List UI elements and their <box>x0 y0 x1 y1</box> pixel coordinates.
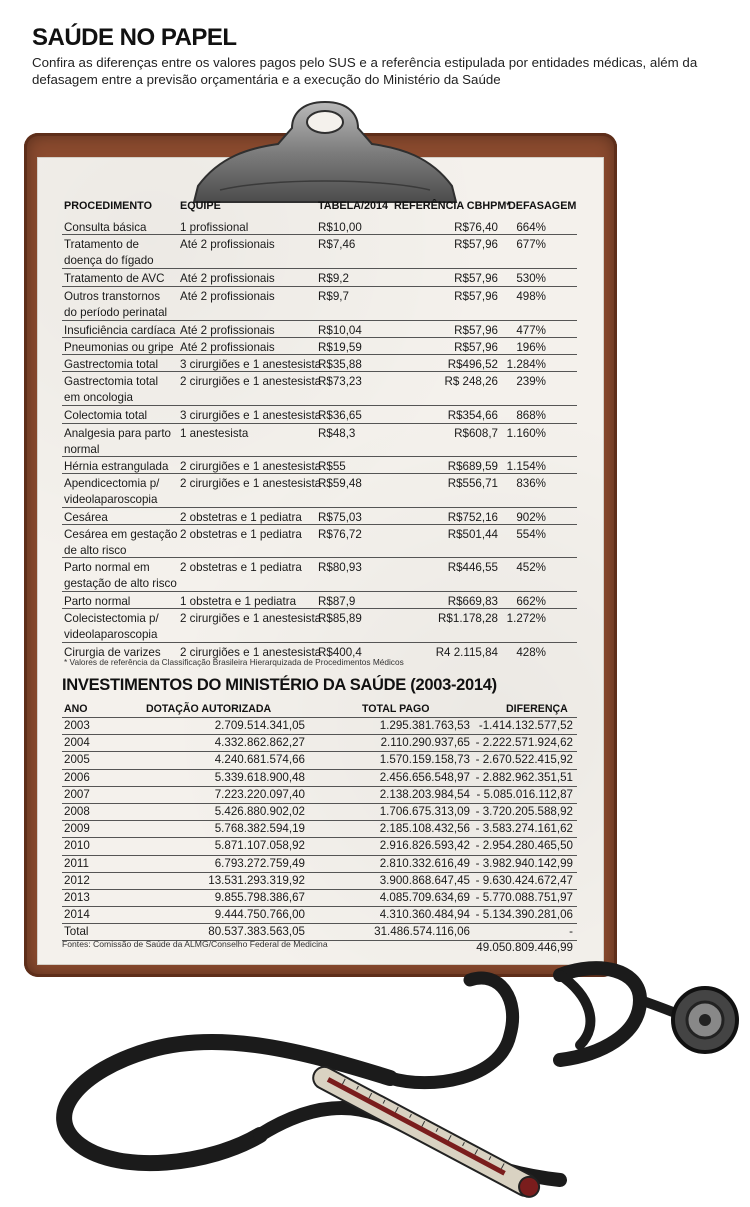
cell-referencia: R$446,55 <box>447 561 498 574</box>
cell-equipe: 2 cirurgiões e 1 anestesista <box>180 375 322 388</box>
cell-procedimento: Colecistectomia p/ videolaparoscopia <box>64 612 159 641</box>
cell-procedimento: Consulta básica <box>64 221 147 234</box>
cell-defasagem: 1.284% <box>506 358 546 371</box>
stethoscope-icon <box>0 940 750 1207</box>
cell-ano: 2008 <box>64 804 90 818</box>
cell-tabela: R$80,93 <box>318 561 362 574</box>
cell-procedimento: Insuficiência cardíaca <box>64 324 176 337</box>
clipboard-clip-icon <box>190 98 460 204</box>
cell-dotacao: 7.223.220.097,40 <box>214 787 305 801</box>
col-ano: ANO <box>64 703 88 715</box>
cell-dotacao: 9.444.750.766,00 <box>214 908 305 922</box>
cell-equipe: Até 2 profissionais <box>180 272 275 285</box>
cell-diferenca: - 5.770.088.751,97 <box>475 890 573 904</box>
cell-diferenca: - 9.630.424.672,47 <box>475 873 573 887</box>
cell-dotacao: 4.332.862.862,27 <box>214 736 305 750</box>
cell-referencia: R$57,96 <box>454 341 498 354</box>
cell-equipe: Até 2 profissionais <box>180 341 275 354</box>
table-row <box>62 338 577 355</box>
cell-ano: 2013 <box>64 890 90 904</box>
cell-ano: 2011 <box>64 856 89 870</box>
cell-equipe: 1 anestesista <box>180 427 249 440</box>
cell-defasagem: 1.272% <box>506 612 546 625</box>
cell-referencia: R$57,96 <box>454 324 498 337</box>
cell-dotacao: 9.855.798.386,67 <box>214 890 305 904</box>
cell-equipe: 3 cirurgiões e 1 anestesista <box>180 409 322 422</box>
cell-equipe: 2 obstetras e 1 pediatra <box>180 561 302 574</box>
cell-ano: 2010 <box>64 839 90 853</box>
table-row <box>62 769 577 786</box>
cell-ano: 2005 <box>64 753 90 767</box>
cell-defasagem: 662% <box>516 595 546 608</box>
cell-tabela: R$9,7 <box>318 290 349 303</box>
cell-tabela: R$85,89 <box>318 612 362 625</box>
cell-equipe: Até 2 profissionais <box>180 324 275 337</box>
cell-tabela: R$7,46 <box>318 238 356 251</box>
cell-ano: Total <box>64 925 89 939</box>
sources-note: Fontes: Comissão de Saúde da ALMG/Conselho Federal de Medicina <box>62 939 328 949</box>
cell-referencia: R$608,7 <box>454 427 498 440</box>
cell-procedimento: Outros transtornos do período perinatal <box>64 290 168 319</box>
col-defasagem: DEFASAGEM <box>508 200 577 212</box>
cell-diferenca: - 2.670.522.415,92 <box>475 753 573 767</box>
cell-procedimento: Cirurgia de varizes <box>64 646 161 659</box>
cell-tabela: R$59,48 <box>318 477 362 490</box>
cell-ano: 2003 <box>64 719 90 732</box>
cell-tabela: R$87,9 <box>318 595 356 608</box>
table-row <box>62 906 577 923</box>
cell-defasagem: 498% <box>516 290 546 303</box>
investments-header <box>62 703 577 717</box>
cell-referencia: R$669,83 <box>447 595 498 608</box>
cell-procedimento: Tratamento de AVC <box>64 272 165 285</box>
cell-equipe: 2 cirurgiões e 1 anestesista <box>180 612 322 625</box>
table-row <box>62 803 577 820</box>
table-row <box>62 558 577 592</box>
table-row <box>62 717 577 734</box>
cell-procedimento: Pneumonias ou gripe <box>64 341 174 354</box>
cell-referencia: R$57,96 <box>454 272 498 285</box>
col-equipe: EQUIPE <box>180 200 221 212</box>
cell-tabela: R$73,23 <box>318 375 362 388</box>
col-diferenca: DIFERENÇA <box>506 703 568 715</box>
cell-total-pago: 2.138.203.984,54 <box>379 787 470 801</box>
cell-defasagem: 452% <box>516 561 546 574</box>
table-row <box>62 609 577 643</box>
cell-referencia: R$76,40 <box>454 221 498 234</box>
cell-total-pago: 2.810.332.616,49 <box>379 856 470 870</box>
cell-total-pago: 1.706.675.313,09 <box>379 804 470 818</box>
cell-equipe: 2 cirurgiões e 1 anestesista <box>180 460 322 473</box>
cell-referencia: R4 2.115,84 <box>435 646 498 659</box>
cell-total-pago: 1.295.381.763,53 <box>379 719 470 732</box>
cell-diferenca: - 2.954.280.465,50 <box>475 839 573 853</box>
table-row <box>62 269 577 287</box>
table-row <box>62 751 577 768</box>
table-row <box>62 734 577 751</box>
cell-diferenca: - 2.882.962.351,51 <box>475 770 573 784</box>
cell-referencia: R$57,96 <box>454 238 498 251</box>
cell-dotacao: 13.531.293.319,92 <box>208 873 305 887</box>
cell-procedimento: Parto normal em gestação de alto risco <box>64 561 177 590</box>
cell-ano: 2004 <box>64 736 90 750</box>
cell-dotacao: 6.793.272.759,49 <box>214 856 305 870</box>
page-title: SAÚDE NO PAPEL <box>32 24 237 51</box>
table-row <box>62 406 577 424</box>
procedures-table <box>62 218 577 659</box>
cell-defasagem: 477% <box>516 324 546 337</box>
cell-referencia: R$496,52 <box>447 358 498 371</box>
cell-total-pago: 4.310.360.484,94 <box>379 908 470 922</box>
cell-defasagem: 239% <box>516 375 546 388</box>
cell-tabela: R$55 <box>318 460 346 473</box>
cell-tabela: R$36,65 <box>318 409 362 422</box>
col-tabela: TABELA/2014 <box>318 200 389 212</box>
cell-total-pago: 4.085.709.634,69 <box>379 890 470 904</box>
cell-procedimento: Tratamento de doença do fígado <box>64 238 154 267</box>
cell-referencia: R$556,71 <box>447 477 498 490</box>
cell-procedimento: Analgesia para parto normal <box>64 427 171 456</box>
cell-dotacao: 5.768.382.594,19 <box>214 822 305 836</box>
cell-total-pago: 31.486.574.116,06 <box>374 925 470 939</box>
cell-referencia: R$57,96 <box>454 290 498 303</box>
cell-referencia: R$ 248,26 <box>444 375 498 388</box>
cell-defasagem: 664% <box>516 221 546 234</box>
cell-procedimento: Cesárea <box>64 511 108 524</box>
cell-defasagem: 530% <box>516 272 546 285</box>
cell-defasagem: 428% <box>516 646 546 659</box>
table-row <box>62 235 577 269</box>
cell-defasagem: 677% <box>516 238 546 251</box>
table-row <box>62 872 577 889</box>
cell-defasagem: 554% <box>516 528 546 541</box>
cell-equipe: 2 cirurgiões e 1 anestesista <box>180 646 322 659</box>
cell-total-pago: 2.185.108.432,56 <box>379 822 470 836</box>
cell-tabela: R$19,59 <box>318 341 362 354</box>
cell-dotacao: 2.709.514.341,05 <box>214 719 305 732</box>
col-total-pago: TOTAL PAGO <box>362 703 430 715</box>
col-dotacao: DOTAÇÃO AUTORIZADA <box>146 703 272 715</box>
cell-ano: 2012 <box>64 873 90 887</box>
cell-total-pago: 2.916.826.593,42 <box>379 839 470 853</box>
cell-referencia: R$1.178,28 <box>438 612 498 625</box>
cell-defasagem: 868% <box>516 409 546 422</box>
cell-equipe: 3 cirurgiões e 1 anestesista <box>180 358 322 371</box>
cell-ano: 2014 <box>64 908 90 922</box>
cell-referencia: R$501,44 <box>447 528 498 541</box>
cell-equipe: Até 2 profissionais <box>180 290 275 303</box>
cell-diferenca: - 2.222.571.924,62 <box>475 736 573 750</box>
page-subtitle: Confira as diferenças entre os valores pagos pelo SUS e a referência estipulada por entidades médicas, além da defasagem entre a previsão orçamentária e a execução do Ministério da Saúde <box>32 55 698 87</box>
cell-diferenca: - 5.134.390.281,06 <box>475 908 573 922</box>
cell-total-pago: 2.456.656.548,97 <box>379 770 470 784</box>
cell-tabela: R$35,88 <box>318 358 362 371</box>
cell-dotacao: 80.537.383.563,05 <box>208 925 305 939</box>
table-row <box>62 855 577 872</box>
cell-total-pago: 3.900.868.647,45 <box>379 873 470 887</box>
cell-equipe: 2 cirurgiões e 1 anestesista <box>180 477 322 490</box>
table-row <box>62 372 577 406</box>
table-row <box>62 837 577 854</box>
table-row <box>62 287 577 321</box>
col-procedimento: PROCEDIMENTO <box>64 200 152 212</box>
cell-defasagem: 902% <box>516 511 546 524</box>
cell-procedimento: Cesárea em gestação de alto risco <box>64 528 178 557</box>
cell-dotacao: 5.339.618.900,48 <box>214 770 305 784</box>
procedures-header <box>62 196 577 216</box>
table-row <box>62 218 577 235</box>
investments-title: INVESTIMENTOS DO MINISTÉRIO DA SAÚDE (2003-2014) <box>62 676 497 694</box>
cell-procedimento: Gastrectomia total em oncologia <box>64 375 159 404</box>
cell-diferenca: - 3.583.274.161,62 <box>475 822 573 836</box>
cell-equipe: 1 profissional <box>180 221 249 234</box>
table-row <box>62 820 577 837</box>
cell-equipe: 2 obstetras e 1 pediatra <box>180 528 302 541</box>
cell-defasagem: 836% <box>516 477 546 490</box>
table-row <box>62 889 577 906</box>
table-row <box>62 355 577 372</box>
cell-procedimento: Colectomia total <box>64 409 148 422</box>
table-row <box>62 592 577 609</box>
procedures-footnote: * Valores de referência da Classificação Brasileira Hierarquizada de Procedimentos Médicos <box>64 657 404 667</box>
cell-diferenca: - 5.085.016.112,87 <box>476 787 573 801</box>
cell-diferenca: - 3.720.205.588,92 <box>475 804 573 818</box>
cell-total-pago: 2.110.290.937,65 <box>380 736 470 750</box>
cell-total-pago: 1.570.159.158,73 <box>379 753 470 767</box>
cell-referencia: R$752,16 <box>447 511 498 524</box>
cell-procedimento: Apendicectomia p/ videolaparoscopia <box>64 477 160 506</box>
col-referencia: REFERÊNCIA CBHPM* <box>394 200 511 212</box>
cell-tabela: R$400,4 <box>318 646 362 659</box>
cell-referencia: R$354,66 <box>447 409 498 422</box>
cell-tabela: R$48,3 <box>318 427 356 440</box>
cell-defasagem: 1.160% <box>506 427 546 440</box>
cell-tabela: R$75,03 <box>318 511 362 524</box>
table-row <box>62 508 577 525</box>
cell-tabela: R$76,72 <box>318 528 362 541</box>
cell-dotacao: 4.240.681.574,66 <box>214 753 305 767</box>
table-row <box>62 457 577 474</box>
cell-diferenca: - 3.982.940.142,99 <box>475 856 573 870</box>
cell-procedimento: Hérnia estrangulada <box>64 460 169 473</box>
table-row <box>62 424 577 457</box>
table-row <box>62 525 577 558</box>
cell-defasagem: 1.154% <box>506 460 546 473</box>
table-row <box>62 786 577 803</box>
cell-equipe: 2 obstetras e 1 pediatra <box>180 511 302 524</box>
cell-dotacao: 5.871.107.058,92 <box>214 839 305 853</box>
cell-equipe: Até 2 profissionais <box>180 238 275 251</box>
cell-tabela: R$10,04 <box>318 324 362 337</box>
cell-diferenca: - 49.050.809.446,99 <box>476 925 573 955</box>
table-row <box>62 321 577 338</box>
cell-procedimento: Parto normal <box>64 595 131 608</box>
cell-ano: 2009 <box>64 822 90 836</box>
cell-diferenca: -1.414.132.577,52 <box>478 719 573 732</box>
cell-dotacao: 5.426.880.902,02 <box>214 804 305 818</box>
cell-procedimento: Gastrectomia total <box>64 358 159 371</box>
cell-equipe: 1 obstetra e 1 pediatra <box>180 595 297 608</box>
cell-tabela: R$9,2 <box>318 272 349 285</box>
cell-tabela: R$10,00 <box>318 221 362 234</box>
cell-ano: 2006 <box>64 770 90 784</box>
cell-ano: 2007 <box>64 787 90 801</box>
cell-defasagem: 196% <box>516 341 546 354</box>
cell-referencia: R$689,59 <box>447 460 498 473</box>
table-row <box>62 474 577 508</box>
